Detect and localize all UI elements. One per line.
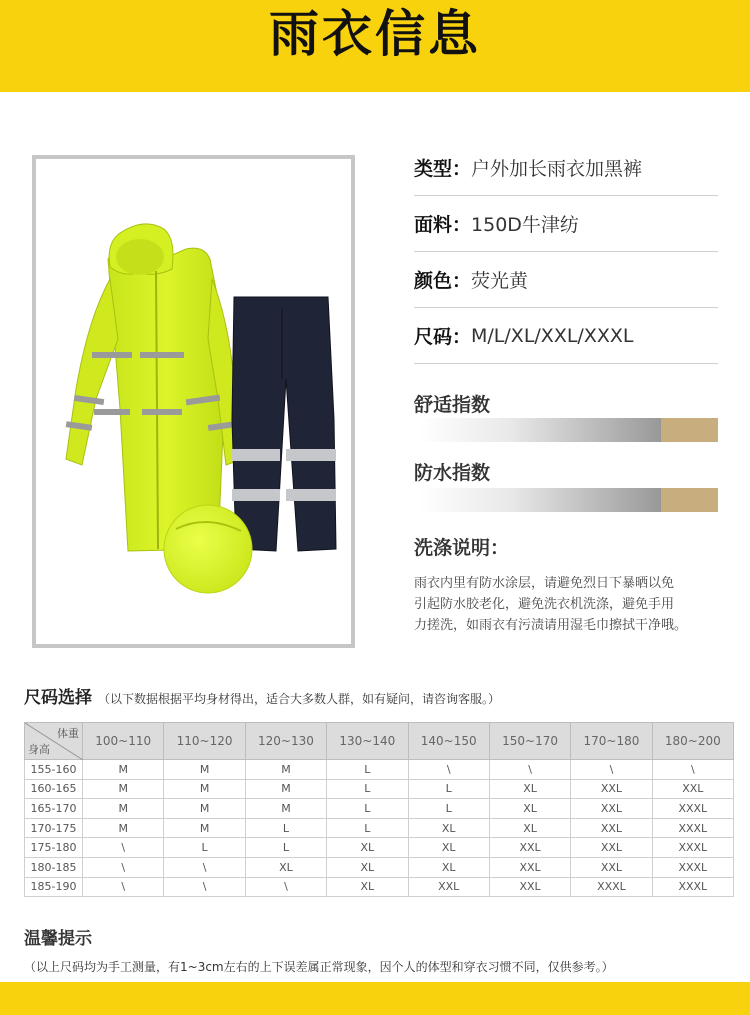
size-cell: \ <box>571 760 652 780</box>
size-cell: L <box>164 838 245 858</box>
size-cell: M <box>83 779 164 799</box>
size-cell: XXXL <box>652 838 733 858</box>
size-cell: XL <box>245 857 326 877</box>
product-photo-frame <box>32 155 355 648</box>
size-cell: M <box>83 760 164 780</box>
size-chart-title: 尺码选择 <box>24 688 92 708</box>
size-cell: XXXL <box>652 877 733 897</box>
size-cell: \ <box>83 857 164 877</box>
size-cell: M <box>164 760 245 780</box>
weight-column-header: 150~170 <box>489 723 570 760</box>
waterproof-index-bar <box>420 488 718 512</box>
size-table-header-row <box>25 723 734 760</box>
spec-type-key: 类型： <box>414 158 472 180</box>
size-cell: L <box>245 838 326 858</box>
corner-weight-label: 体重 <box>57 727 79 740</box>
bottom-banner <box>0 982 750 1015</box>
size-cell: M <box>83 818 164 838</box>
size-table-body <box>25 760 734 897</box>
spec-color-row <box>414 252 718 308</box>
size-cell: L <box>408 799 489 819</box>
comfort-index-title: 舒适指数 <box>414 394 491 416</box>
height-cell: 180-185 <box>25 857 83 877</box>
size-cell: M <box>245 779 326 799</box>
raincoat <box>66 224 242 551</box>
spec-fabric-row <box>414 196 718 252</box>
table-row <box>25 779 734 799</box>
spec-color-key: 颜色： <box>414 270 472 292</box>
page-title: 雨衣信息 <box>269 5 481 63</box>
fabric-swatch <box>164 505 252 593</box>
tips-text: （以上尺码均为手工测量，有1~3cm左右的上下误差属正常现象，因个人的体型和穿衣习惯不同，仅供参考。） <box>24 960 614 974</box>
table-row <box>25 857 734 877</box>
table-row <box>25 760 734 780</box>
size-cell: M <box>245 799 326 819</box>
size-cell: \ <box>408 760 489 780</box>
table-row <box>25 877 734 897</box>
size-cell: M <box>164 799 245 819</box>
wash-title: 洗涤说明： <box>414 537 510 559</box>
size-cell: XXL <box>571 779 652 799</box>
height-cell: 185-190 <box>25 877 83 897</box>
size-cell: XXL <box>489 838 570 858</box>
weight-column-header: 140~150 <box>408 723 489 760</box>
product-photo <box>36 159 351 644</box>
height-cell: 160-165 <box>25 779 83 799</box>
size-cell: M <box>245 760 326 780</box>
height-cell: 170-175 <box>25 818 83 838</box>
spec-fabric-value: 150D牛津纺 <box>471 214 579 236</box>
size-cell: L <box>327 799 408 819</box>
size-cell: \ <box>164 857 245 877</box>
size-cell: XL <box>408 857 489 877</box>
size-cell: \ <box>489 760 570 780</box>
table-row <box>25 799 734 819</box>
wash-line: 力搓洗，如雨衣有污渍请用湿毛巾擦拭干净哦。 <box>414 618 688 633</box>
wash-line: 引起防水胶老化，避免洗衣机洗涤，避免手用 <box>414 597 675 612</box>
size-chart-note: （以下数据根据平均身材得出，适合大多数人群，如有疑问，请咨询客服。） <box>98 692 501 706</box>
comfort-index-bar <box>420 418 718 442</box>
rain-pants <box>232 297 336 551</box>
size-cell: XL <box>327 838 408 858</box>
size-cell: \ <box>652 760 733 780</box>
size-cell: XXL <box>571 818 652 838</box>
size-cell: XXXL <box>652 799 733 819</box>
waterproof-index-title: 防水指数 <box>414 462 491 484</box>
table-row <box>25 818 734 838</box>
size-cell: XXL <box>571 799 652 819</box>
weight-column-header: 170~180 <box>571 723 652 760</box>
size-cell: M <box>164 818 245 838</box>
weight-column-header: 100~110 <box>83 723 164 760</box>
size-cell: XXL <box>408 877 489 897</box>
size-cell: L <box>327 818 408 838</box>
size-cell: XL <box>408 818 489 838</box>
size-cell: \ <box>164 877 245 897</box>
wash-instructions <box>414 573 724 636</box>
height-cell: 155-160 <box>25 760 83 780</box>
size-cell: M <box>164 779 245 799</box>
size-cell: \ <box>83 838 164 858</box>
weight-column-header: 110~120 <box>164 723 245 760</box>
spec-size-value: M/L/XL/XXL/XXXL <box>471 324 634 347</box>
waterproof-index-marker <box>661 488 718 512</box>
size-cell: XL <box>327 877 408 897</box>
size-cell: XXL <box>489 877 570 897</box>
spec-size-row <box>414 308 718 364</box>
spec-size-key: 尺码： <box>414 326 472 348</box>
size-cell: XXL <box>652 779 733 799</box>
size-cell: XXXL <box>571 877 652 897</box>
size-cell: XXL <box>571 838 652 858</box>
spec-color-value: 荧光黄 <box>471 270 529 292</box>
size-cell: XL <box>327 857 408 877</box>
size-table-corner <box>25 723 83 760</box>
size-cell: \ <box>245 877 326 897</box>
size-cell: L <box>327 779 408 799</box>
size-cell: XXXL <box>652 857 733 877</box>
size-cell: XL <box>489 779 570 799</box>
size-cell: M <box>83 799 164 819</box>
size-cell: XXL <box>571 857 652 877</box>
table-row <box>25 838 734 858</box>
size-chart-header <box>24 683 500 708</box>
size-cell: XXL <box>489 857 570 877</box>
height-cell: 165-170 <box>25 799 83 819</box>
size-cell: L <box>327 760 408 780</box>
wash-line: 雨衣内里有防水涂层，请避免烈日下暴晒以免 <box>414 576 675 591</box>
size-cell: XL <box>408 838 489 858</box>
size-cell: XXXL <box>652 818 733 838</box>
comfort-index-marker <box>661 418 718 442</box>
height-cell: 175-180 <box>25 838 83 858</box>
weight-column-header: 180~200 <box>652 723 733 760</box>
corner-height-label: 身高 <box>28 743 50 756</box>
size-table <box>24 722 734 897</box>
size-cell: L <box>245 818 326 838</box>
spec-fabric-key: 面料： <box>414 214 472 236</box>
size-cell: XL <box>489 818 570 838</box>
weight-column-header: 120~130 <box>245 723 326 760</box>
tips-title: 温馨提示 <box>24 929 92 949</box>
spec-type-value: 户外加长雨衣加黑裤 <box>471 158 643 180</box>
spec-type-row <box>414 140 718 196</box>
top-banner <box>0 0 750 92</box>
weight-column-header: 130~140 <box>327 723 408 760</box>
size-cell: L <box>408 779 489 799</box>
size-cell: XL <box>489 799 570 819</box>
size-cell: \ <box>83 877 164 897</box>
